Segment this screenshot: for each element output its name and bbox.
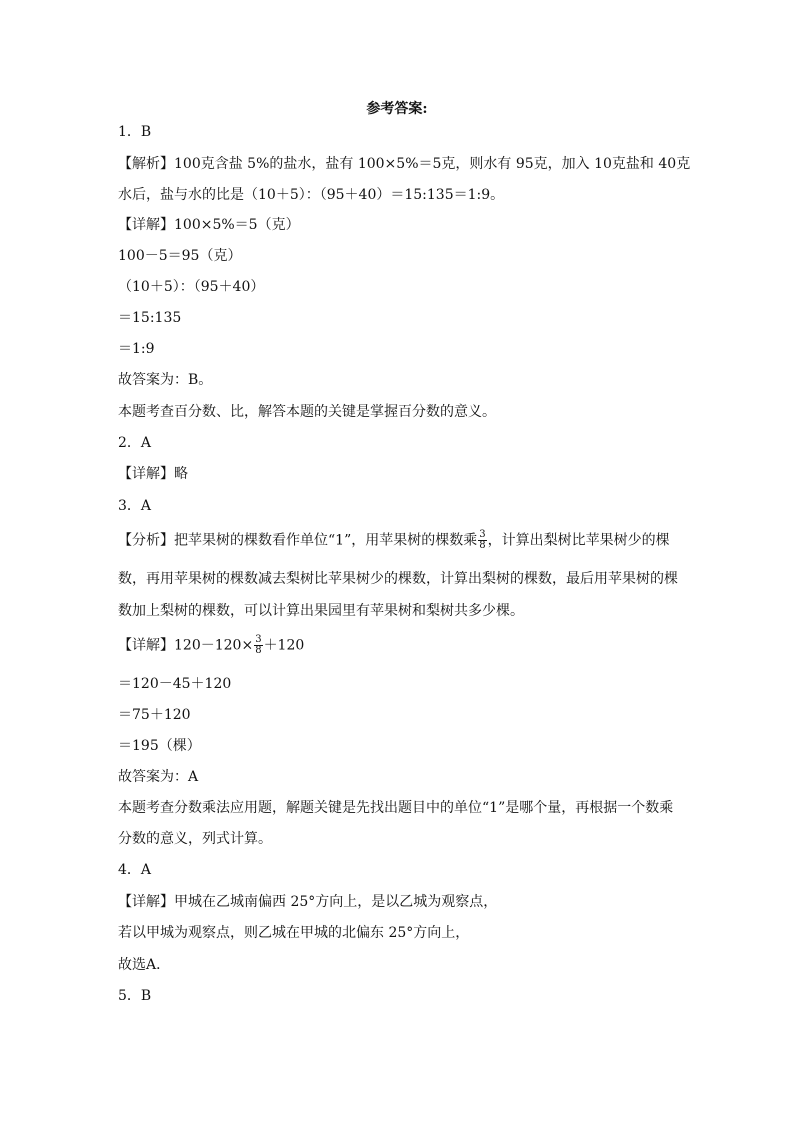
fraction-denominator: 8 xyxy=(255,645,262,656)
page-title: 参考答案: xyxy=(366,101,428,117)
q3-analysis-cont-2: 数加上梨树的棵数，可以计算出果园里有苹果树和梨树共多少棵。 xyxy=(118,603,524,619)
q3-note-cont: 分数的意义，列式计算。 xyxy=(118,831,272,847)
q3-detail-part-a: 【详解】120－120× xyxy=(118,637,254,654)
q1-step-4: ＝1:9 xyxy=(118,341,155,357)
q1-analysis: 【解析】100克含盐 5%的盐水，盐有 100×5%＝5克，则水有 95克，加入 10克盐和 40克 xyxy=(118,156,691,172)
q2-number: 2．A xyxy=(118,435,152,451)
q2-detail: 【详解】略 xyxy=(118,466,188,482)
fraction-denominator: 8 xyxy=(479,540,486,551)
q3-detail xyxy=(118,635,304,656)
fraction-numerator: 3 xyxy=(479,529,486,540)
q3-note: 本题考查分数乘法应用题，解题关键是先找出题目中的单位“1”是哪个量，再根据一个数乘 xyxy=(118,800,674,816)
q3-analysis-cont: 数，再用苹果树的棵数减去梨树比苹果树少的棵数，计算出梨树的棵数，最后用苹果树的棵 xyxy=(118,571,678,587)
q1-step-1: 100－5＝95（克） xyxy=(118,248,242,264)
q1-number: 1．B xyxy=(118,124,152,140)
q1-analysis-cont: 水后，盐与水的比是（10＋5）：（95＋40）＝15:135＝1:9。 xyxy=(118,187,505,203)
q1-answer: 故答案为：B。 xyxy=(118,372,213,388)
q1-note: 本题考查百分数、比，解答本题的关键是掌握百分数的意义。 xyxy=(118,404,496,420)
q4-step-1: 若以甲城为观察点，则乙城在甲城的北偏东 25°方向上， xyxy=(118,925,470,941)
q1-step-2: （10＋5）：（95＋40） xyxy=(118,279,265,295)
q3-analysis-part-b: ，计算出梨树比苹果树少的棵 xyxy=(487,532,670,549)
q3-analysis xyxy=(118,530,670,551)
q3-step-3: ＝195（棵） xyxy=(118,738,201,754)
q1-step-3: ＝15:135 xyxy=(118,310,182,326)
q3-detail-part-b: ＋120 xyxy=(263,637,305,654)
q3-step-2: ＝75＋120 xyxy=(118,707,191,723)
q3-step-1: ＝120－45＋120 xyxy=(118,676,232,692)
fraction-three-eighths xyxy=(478,530,486,551)
q3-number: 3．A xyxy=(118,498,152,514)
q3-answer: 故答案为：A xyxy=(118,769,199,785)
q5-number: 5．B xyxy=(118,988,152,1004)
fraction-numerator: 3 xyxy=(255,634,262,645)
fraction-three-eighths xyxy=(254,635,262,656)
q4-number: 4．A xyxy=(118,862,152,878)
q3-analysis-part-a: 【分析】把苹果树的棵数看作单位“1”，用苹果树的棵数乘 xyxy=(118,532,478,549)
q4-detail: 【详解】甲城在乙城南偏西 25°方向上，是以乙城为观察点， xyxy=(118,894,498,910)
q4-answer: 故选A． xyxy=(118,957,171,973)
q1-detail: 【详解】100×5%＝5（克） xyxy=(118,217,300,233)
